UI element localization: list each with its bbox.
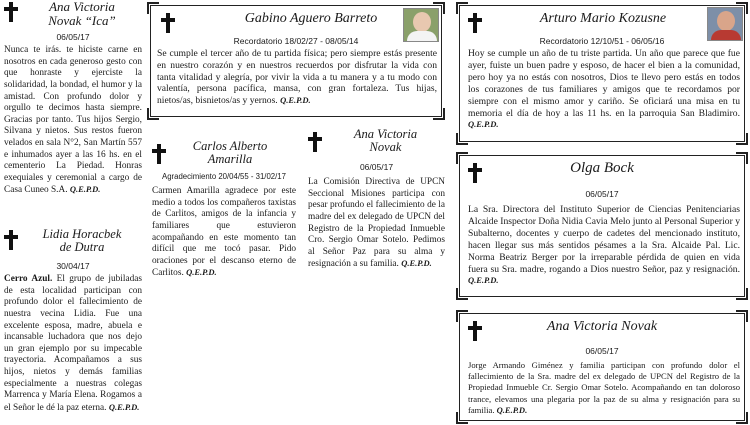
obituary-name: Ana Victoria Novak xyxy=(546,319,658,334)
cross-icon xyxy=(4,230,18,250)
obituary-signature: Q.E.P.D. xyxy=(468,119,499,130)
obituary-name: Arturo Mario Kozusne xyxy=(539,11,667,26)
obituary-name-line2: Amarilla xyxy=(207,152,253,167)
obituary-body: Jorge Armando Giménez y familia participan con profundo dolor el fallecimiento de la Sra. madre del ex delegado de UPCN del Registro de la Propiedad Inmueble Cr. Sergio Omar Sotelo. Acompañando en tan doloroso trance, elevamos una plegaria por la paz de su alma y resignación para su familia. xyxy=(468,360,740,415)
obituary-body: La Comisión Directiva de UPCN Seccional Misiones participa con pesar profundo el fallecimiento de la madre del ex delegado de UPCN del Registro de la Propiedad Inmueble Cro. Sergio Omar Sotelo. Pedimos al Señor Paz para su alma y resignación a su familia. xyxy=(308,177,445,270)
cross-icon xyxy=(308,132,322,152)
obituary-name-line1: Lidia Horacbek xyxy=(42,227,122,241)
obituary-signature: Q.E.P.D. xyxy=(280,95,311,106)
cross-icon xyxy=(468,13,482,33)
obituary-gabino-aguero xyxy=(150,5,442,117)
obituary-body: Carmen Amarilla agradece por este medio a todos los compañeros taxistas de Carlitos, amigos de la infancia y familiares que estuvieron acompañando en este momento tan difícil que me tocó pasar. Pido oraciones por el descanso eterno de Carlitos. xyxy=(152,186,296,279)
obituary-arturo-kozusne xyxy=(459,5,745,142)
obituary-name-line2: Novak “Ica” xyxy=(48,12,116,28)
obituary-name-line2: Novak xyxy=(369,140,402,155)
obituary-carlos-amarilla xyxy=(152,140,296,280)
obituary-lidia-horacbek xyxy=(4,228,142,414)
cross-icon xyxy=(152,144,166,164)
obituary-signature: Q.E.P.D. xyxy=(401,258,432,269)
obituary-name: Gabino Aguero Barreto xyxy=(244,11,378,26)
cross-icon xyxy=(4,2,18,22)
obituary-name-line2: de Dutra xyxy=(59,240,105,255)
obituary-signature: Q.E.P.D. xyxy=(468,275,499,286)
obituary-date: Recordatorio 18/02/27 - 08/05/14 xyxy=(233,36,359,46)
obituary-date: 30/04/17 xyxy=(56,261,90,272)
obituary-lead: Cerro Azul. xyxy=(4,274,53,285)
obituary-signature: Q.E.P.D. xyxy=(186,267,217,278)
obituary-signature: Q.E.P.D. xyxy=(69,184,101,195)
obituary-ana-victoria-ica xyxy=(4,0,142,197)
obituary-ana-victoria-upcn xyxy=(308,128,445,271)
obituary-body: Hoy se cumple un año de tu triste partida. Un año que parece que fue ayer, fuiste un buen padre y esposo, de hacer el bien a la comunidad, pero hoy ya no estás con nosotros, Dios te llevo pero estás en todos los corazones de tus familiares y amigos que te recordamos por siempre con el mismo amor y cariño. Se oficiará una misa en tu memoria el día de hoy a las 11 hs. en la parroquia San Bladimiro. xyxy=(468,48,740,119)
obituary-date: 06/05/17 xyxy=(585,189,619,199)
obituary-ana-victoria-gimenez xyxy=(459,313,745,421)
obituary-signature: Q.E.P.D. xyxy=(496,404,528,415)
obituary-body: El grupo de jubiladas de esta localidad participan con profundo dolor el fallecimiento de nuestra vecina Lidia. Fue una excelente esposa, madre, abuela e incansable luchadora que nos dejo un gran ejemplo por su impecable trayectoria. Acompañamos a sus hijos, nietos y demás familias especialmente a nuestras colegas Marrenca y María Elena. Rogamos a el Señor le dé la paz eterna. xyxy=(4,274,142,413)
obituary-date: 06/05/17 xyxy=(56,32,90,43)
obituary-body: Se cumple el tercer año de tu partida física; pero siempre estás presente en nuestro corazón y en nuestros recuerdos por disfrutar la vida con tanta vitalidad y alegría, por vivir la vida a tu manera y a tu modo con valentía, persona pacífica, mansa, con gran fortaleza. Tus hijas, nietos/as, bisnietos/as y yernos. xyxy=(157,48,437,107)
obituary-name-line1: Carlos Alberto xyxy=(192,139,268,153)
obituary-name-line1: Ana Victoria xyxy=(353,127,418,141)
obituary-olga-bock xyxy=(459,155,745,297)
obituary-date: Recordatorio 12/10/51 - 06/05/16 xyxy=(539,36,665,46)
obituary-date: Agradecimiento 20/04/55 - 31/02/17 xyxy=(162,172,286,182)
obituary-name: Olga Bock xyxy=(570,160,634,176)
obituary-body: Nunca te irás. te hiciste carne en nosotros en cada generoso gesto con que honraste y ejerciste la solidaridad, la bondad, el humor y la amistad. Con profundo dolor y orgullo te decimos hasta siempre. Gracias por tanto. Tus hijos Sergio, Silvana y nietos. Sus restos fueron velados en sala N°2, San Martín 557 e inhumados ayer a las 16 hs. en el cementerio La Piedad. Honras exequiales y ceremonial a cargo de Casa Cuneo S.A. xyxy=(4,45,142,196)
obituary-date: 06/05/17 xyxy=(359,162,394,173)
obituary-signature: Q.E.P.D. xyxy=(108,401,140,412)
obituary-name-line1: Ana Victoria xyxy=(49,0,115,14)
obituary-body: La Sra. Directora del Instituto Superior de Ciencias Penitenciarias Alcaide Inspector Doña Nidia Cavia Melo junto al Personal Superior y Subalterno, docentes y cuerpo de cadetes del mencionado instituto, hacen llegar sus más sentidos pésames a la Sra. Alcaide Pal. Lic. Norma Beatriz Berger por la irreparable pérdida de quien en vida fuera su Sra. madre, rogando a Dios nuestro Señor, paz y resignación. xyxy=(468,204,740,275)
obituary-date: 06/05/17 xyxy=(585,346,619,356)
cross-icon xyxy=(161,13,175,33)
